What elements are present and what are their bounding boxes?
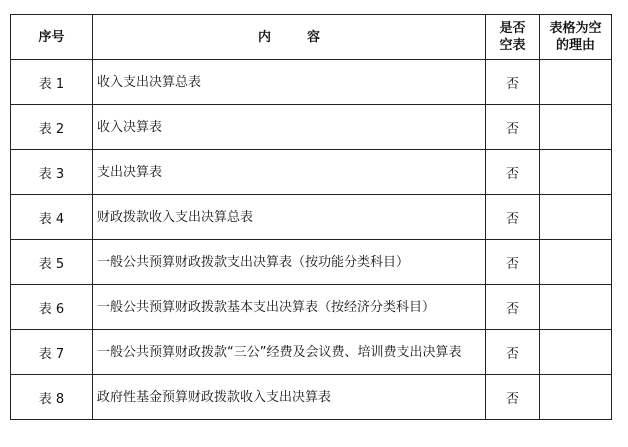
row-reason: [540, 105, 612, 150]
row-content: 财政拨款收入支出决算总表: [93, 195, 486, 240]
report-index-table: [10, 14, 612, 420]
table-row: [11, 195, 612, 240]
header-empty-line-2: 空表: [499, 38, 526, 53]
row-reason: [540, 330, 612, 375]
table-row: [11, 330, 612, 375]
header-reason: [540, 15, 612, 60]
header-empty: [486, 15, 540, 60]
row-content: 收入决算表: [93, 105, 486, 150]
row-reason: [540, 150, 612, 195]
row-no: 表 4: [11, 195, 93, 240]
row-empty: 否: [486, 60, 540, 105]
row-content: 收入支出决算总表: [93, 60, 486, 105]
row-content: 一般公共预算财政拨款“三公”经费及会议费、培训费支出决算表: [93, 330, 486, 375]
row-no: 表 5: [11, 240, 93, 285]
row-empty: 否: [486, 150, 540, 195]
table-row: [11, 285, 612, 330]
header-reason-line-1: 表格为空: [549, 21, 602, 36]
row-no: 表 8: [11, 375, 93, 420]
header-no: 序号: [11, 15, 93, 60]
row-content: 支出决算表: [93, 150, 486, 195]
row-content: 一般公共预算财政拨款基本支出决算表（按经济分类科目）: [93, 285, 486, 330]
row-content: 政府性基金预算财政拨款收入支出决算表: [93, 375, 486, 420]
table-row: [11, 375, 612, 420]
row-empty: 否: [486, 375, 540, 420]
row-no: 表 3: [11, 150, 93, 195]
row-reason: [540, 285, 612, 330]
row-no: 表 6: [11, 285, 93, 330]
row-reason: [540, 240, 612, 285]
header-content-char-2: 容: [307, 29, 321, 45]
header-content-char-1: 内: [257, 29, 271, 45]
row-empty: 否: [486, 240, 540, 285]
row-no: 表 1: [11, 60, 93, 105]
table-row: [11, 150, 612, 195]
header-reason-line-2: 的理由: [555, 38, 595, 53]
row-reason: [540, 60, 612, 105]
row-empty: 否: [486, 285, 540, 330]
row-content: 一般公共预算财政拨款支出决算表（按功能分类科目）: [93, 240, 486, 285]
table-row: [11, 240, 612, 285]
table-row: [11, 60, 612, 105]
row-reason: [540, 375, 612, 420]
header-content: [93, 15, 486, 60]
row-no: 表 2: [11, 105, 93, 150]
row-empty: 否: [486, 105, 540, 150]
row-no: 表 7: [11, 330, 93, 375]
table-row: [11, 105, 612, 150]
row-empty: 否: [486, 195, 540, 240]
header-row: [11, 15, 612, 60]
header-empty-line-1: 是否: [499, 21, 526, 36]
row-empty: 否: [486, 330, 540, 375]
row-reason: [540, 195, 612, 240]
